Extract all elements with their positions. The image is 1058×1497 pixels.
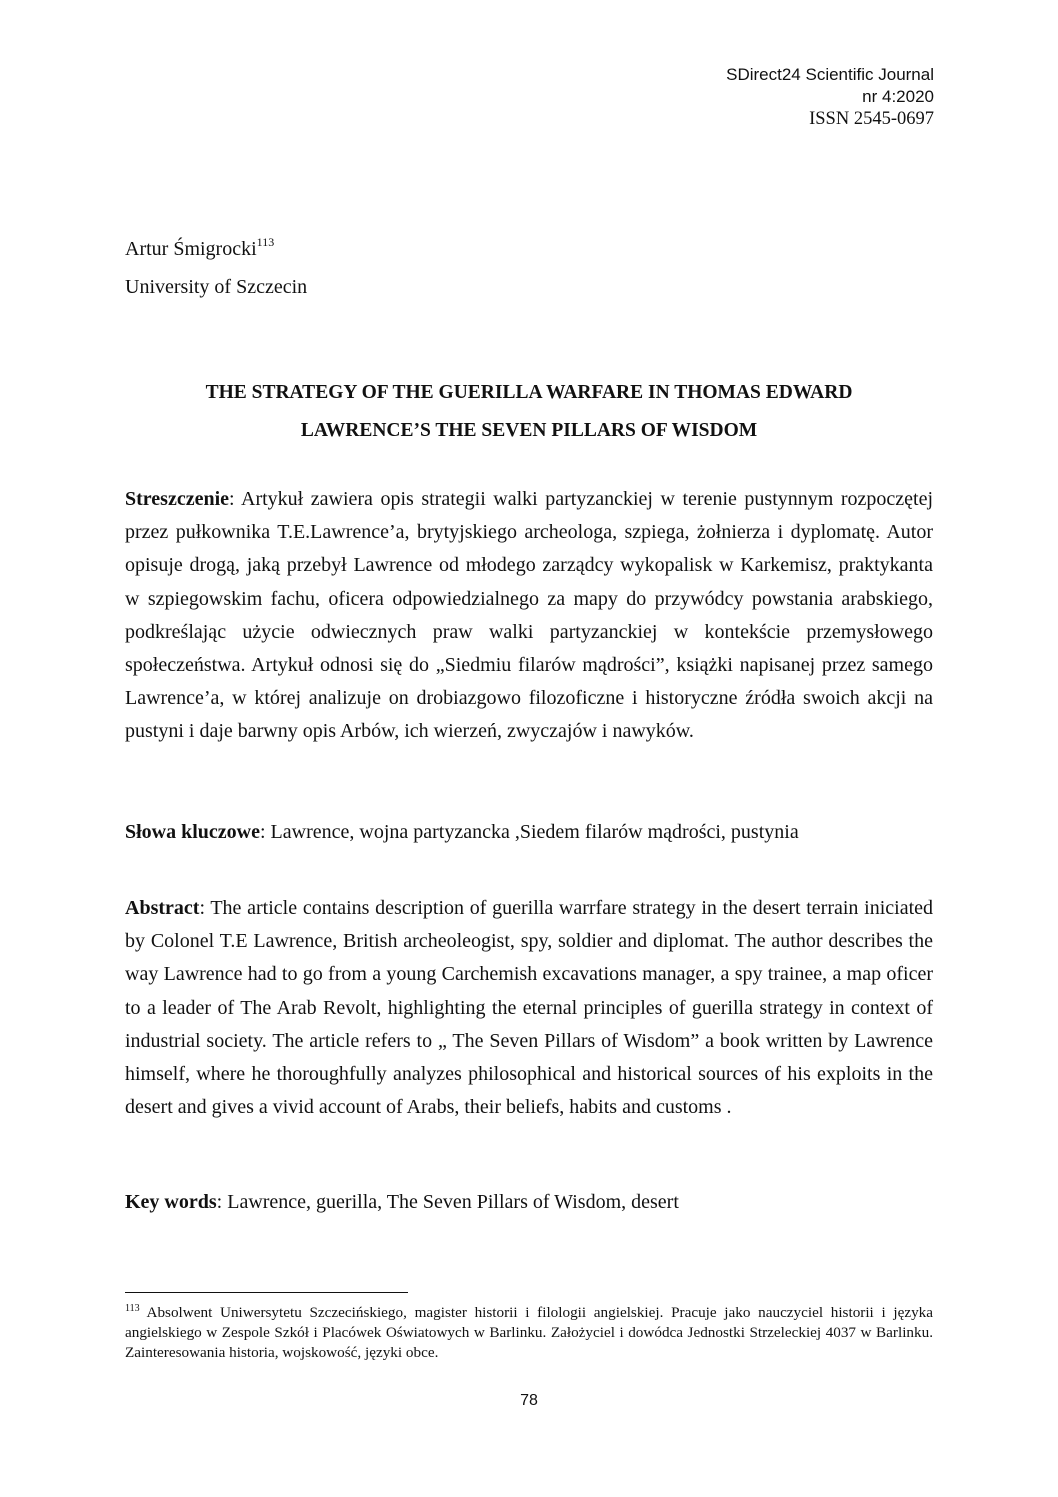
abstract-label: Abstract (125, 897, 200, 919)
key-words-label: Key words (125, 1191, 217, 1213)
streszczenie-paragraph (125, 483, 933, 749)
slowa-kluczowe-line (125, 816, 933, 849)
author-affiliation: University of Szczecin (125, 276, 308, 298)
key-words-text: : Lawrence, guerilla, The Seven Pillars of Wisdom, desert (216, 1191, 679, 1213)
footnote-mark: 113 (125, 1303, 140, 1314)
footnote (125, 1303, 933, 1363)
author-line (125, 230, 307, 268)
journal-header (726, 64, 934, 130)
slowa-kluczowe-label: Słowa kluczowe (125, 821, 260, 843)
abstract-text: : The article contains description of guerilla warrfare strategy in the desert terrain iniciated by Colonel T.E Lawrence, British archeoleogist, spy, soldier and diplomat. The author describes the way Lawrence had to go from a young Carchemish excavations manager, a spy trainee, a map oficer to a leader of The Arab Revolt, highlighting the eternal principles of guerilla strategy in context of industrial society. The article refers to „ The Seven Pillars of Wisdom” a book written by Lawrence himself, where he thoroughfully analyzes philosophical and historical sources of his exploits in the desert and gives a vivid account of Arabs, their beliefs, habits and customs . (125, 897, 933, 1119)
author-block (125, 230, 307, 306)
streszczenie-text: : Artykuł zawiera opis strategii walki partyzanckiej w terenie pustynnym rozpoczętej przez pułkownika T.E.Lawrence’a, brytyjskiego archeologa, szpiega, żołnierza i dyplomatę. Autor opisuje drogą, jaką przebył Lawrence od młodego zarządcy wykopalisk w Karkemisz, praktykanta w szpiegowskim fachu, oficera odpowiedzialnego za mapy do przywódcy powstania arabskiego, podkreślając użycie odwiecznych praw walki partyzanckiej w kontekście przemysłowego społeczeństwa. Artykuł odnosi się do „Siedmiu filarów mądrości”, książki napisanej przez samego Lawrence’a, w której analizuje on drobiazgowo filozoficzne i historyczne źródła swoich akcji na pustyni i daje barwny opis Arbów, ich wierzeń, zwyczajów i nawyków. (125, 488, 933, 743)
footnote-separator (125, 1292, 408, 1293)
author-footnote-mark: 113 (256, 235, 275, 249)
key-words-line (125, 1186, 933, 1219)
journal-issue: nr 4:2020 (862, 87, 934, 106)
footnote-text: Absolwent Uniwersytetu Szczecińskiego, magister historii i filologii angielskiej. Pracuje jako nauczyciel historii i języka angielskiego w Zespole Szkół i Placówek Oświatowych w Barlinku. Założyciel i dowódca Jednostki Strzeleckiej 4037 w Barlinku. Zainteresowania historia, wojskowość, języki obce. (125, 1304, 933, 1361)
slowa-kluczowe-text: : Lawrence, wojna partyzancka ,Siedem filarów mądrości, pustynia (260, 821, 799, 843)
journal-name: SDirect24 Scientific Journal (726, 65, 934, 84)
page-number: 78 (520, 1392, 538, 1409)
abstract-paragraph (125, 892, 933, 1124)
streszczenie-label: Streszczenie (125, 488, 230, 510)
title-line-2: LAWRENCE’S THE SEVEN PILLARS OF WISDOM (300, 420, 758, 441)
paper-title (125, 374, 933, 450)
title-line-1: THE STRATEGY OF THE GUERILLA WARFARE IN THOMAS EDWARD (205, 382, 853, 403)
journal-issn: ISSN 2545-0697 (809, 109, 934, 129)
author-name: Artur Śmigrocki (125, 238, 257, 260)
